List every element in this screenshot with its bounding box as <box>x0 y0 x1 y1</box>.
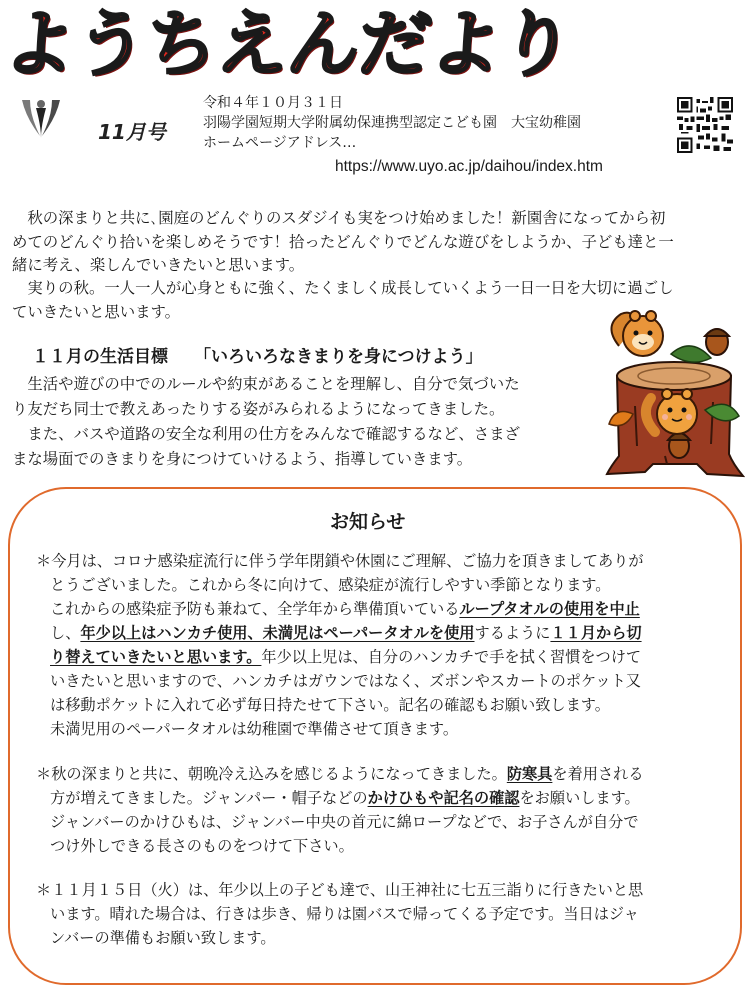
text-line: は移動ポケットに入れて必ず毎日持たせて下さい。記名の確認もお願い致します。 <box>50 696 610 714</box>
qr-code-icon[interactable] <box>677 97 733 153</box>
intro-paragraph-1 <box>12 207 742 278</box>
squirrels-on-stump-illustration <box>605 306 745 482</box>
text-span: を着用される <box>552 765 644 783</box>
text-line: ＊今月は、コロナ感染症流行に伴う学年閉鎖や休園にご理解、ご協力を頂きましてありが <box>36 552 644 570</box>
text-span: し、 <box>50 624 81 642</box>
notice-item-1 <box>36 549 736 741</box>
text-line: ジャンバーのかけひもは、ジャンバー中央の首元に綿ロープなどで、お子さんが自分で <box>50 813 639 831</box>
text-line: り友だち同士で教えあったりする姿がみられるようになってきました。 <box>12 400 505 418</box>
text-line <box>36 597 736 621</box>
text-line: いきたいと思いますので、ハンカチはガウンではなく、ズボンやスカートのポケット又 <box>50 672 641 690</box>
emphasis-text: かけひもや記名の確認 <box>367 789 520 807</box>
text-line: まな場面でのきまりを身につけていけるよう、指導していきます。 <box>12 450 473 468</box>
text-line: 緒に考え、楽しんでいきたいと思います。 <box>12 256 305 274</box>
text-line <box>36 762 736 786</box>
emphasis-text: 年少以上はハンカチ使用、未満児はペーパータオルを使用 <box>80 624 475 642</box>
notices-title: お知らせ <box>330 511 406 533</box>
text-line: また、バスや道路の安全な利用の仕方をみんなで確認するなど、さまざ <box>12 425 520 443</box>
text-span: するように <box>474 624 551 642</box>
goal-heading <box>32 342 483 367</box>
text-line: つけ外しできる長さのものをつけて下さい。 <box>50 837 354 855</box>
text-line: 未満児用のペーパータオルは幼稚園で準備させて頂きます。 <box>50 720 459 738</box>
emphasis-text: 防寒具 <box>506 765 553 783</box>
text-line: ンバーの準備もお願い致します。 <box>50 929 276 947</box>
goal-theme: 「いろいろなきまりを身につけよう」 <box>194 347 483 367</box>
goal-heading-label: １１月の生活目標 <box>32 347 168 367</box>
homepage-label: ホームページアドレス… <box>203 135 357 151</box>
emphasis-text: １１月から切 <box>550 624 642 642</box>
emphasis-text: ループタオルの使用を中止 <box>459 600 640 618</box>
text-span: 年少以上児は、自分のハンカチで手を拭く習慣をつけて <box>261 648 642 666</box>
text-line <box>36 786 736 810</box>
notice-item-3 <box>36 878 736 950</box>
notice-item-2 <box>36 762 736 858</box>
text-line: 生活や遊びの中でのルールや約束があることを理解し、自分で気づいた <box>12 375 520 393</box>
text-line: ＊１１月１５日（火）は、年少以上の子ども達で、山王神社に七五三詣りに行きたいと思 <box>36 881 644 899</box>
text-span: ＊秋の深まりと共に、朝晩冷え込みを感じるようになってきました。 <box>36 765 507 783</box>
newsletter-title: ようちえんだより <box>0 2 577 86</box>
school-emblem-icon <box>18 96 64 142</box>
issue-label: 11月号 <box>98 120 166 144</box>
text-span: これからの感染症予防も兼ねて、全学年から準備頂いている <box>50 600 460 618</box>
issue-date: 令和４年１０月３１日 <box>203 95 343 111</box>
text-line: 実りの秋。一人一人が心身ともに強く、たくましく成長していくよう一日一日を大切に過ごし <box>12 279 674 297</box>
school-name: 羽陽学園短期大学附属幼保連携型認定こども園 大宝幼稚園 <box>203 115 581 131</box>
text-span: をお願いします。 <box>519 789 640 807</box>
text-line: 秋の深まりと共に､園庭のどんぐりのスダジイも実をつけ始めました！新園舎になってから初 <box>12 209 666 227</box>
text-span: 方が増えてきました。ジャンパー・帽子などの <box>50 789 368 807</box>
text-line: めてのどんぐり拾いを楽しめそうです！拾ったどんぐりでどんな遊びをしようか、子ども達と一 <box>12 232 674 251</box>
text-line <box>36 621 736 645</box>
text-line: ていきたいと思います。 <box>12 302 181 321</box>
homepage-url[interactable]: https://www.uyo.ac.jp/daihou/index.htm <box>335 158 603 175</box>
header-info <box>203 93 643 153</box>
text-line <box>36 645 736 669</box>
text-line: います。晴れた場合は、行きは歩き、帰りは園バスで帰ってくる予定です。当日はジャ <box>50 905 639 923</box>
goal-body <box>12 372 604 472</box>
emphasis-text: り替えていきたいと思います。 <box>50 648 262 666</box>
text-line: とうございました。これから冬に向けて、感染症が流行しやすい季節となります。 <box>50 576 611 594</box>
